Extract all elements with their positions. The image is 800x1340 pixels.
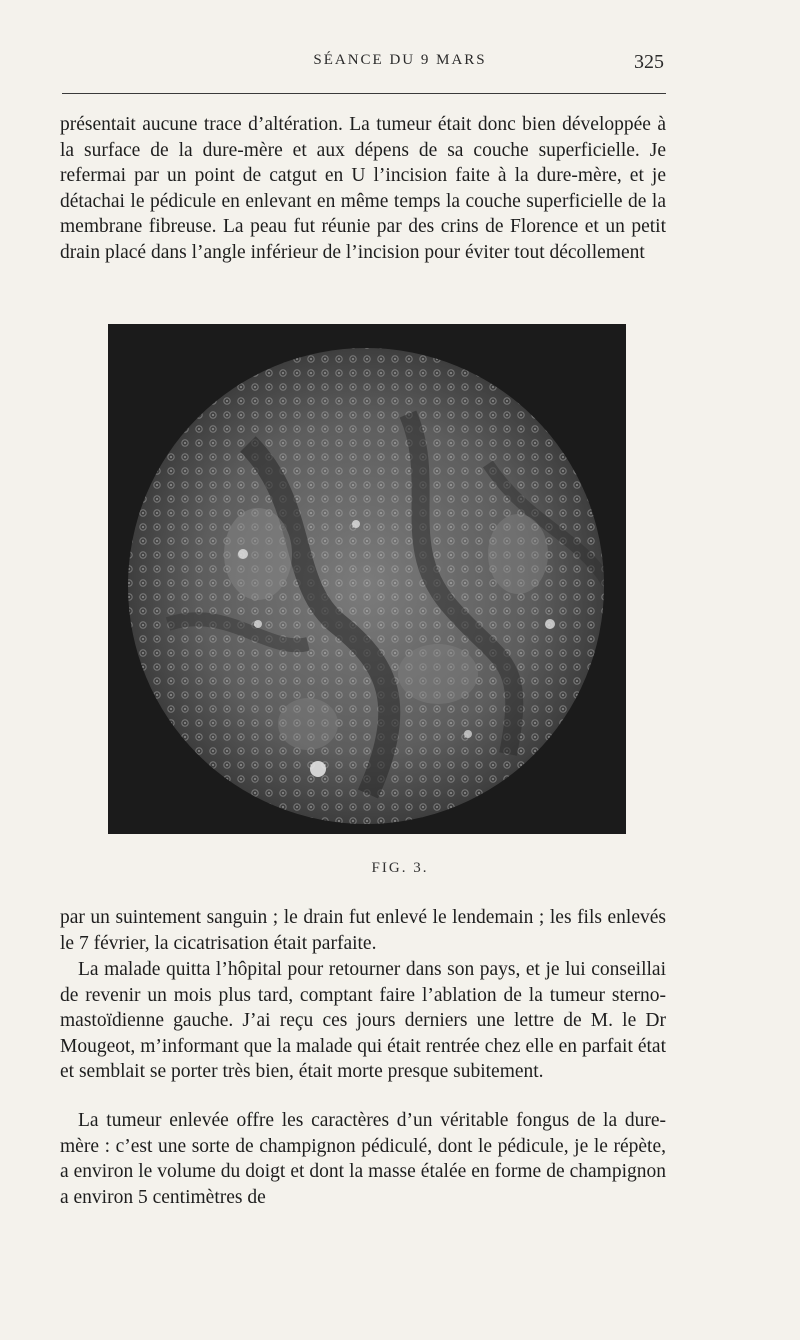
- page-number: 325: [634, 51, 664, 73]
- micrograph-image: [108, 324, 626, 834]
- micrograph-figure: [108, 324, 626, 834]
- running-title: SÉANCE DU 9 MARS: [313, 52, 487, 68]
- header-rule: [62, 93, 666, 94]
- paragraph-1: présentait aucune trace d’altération. La tumeur était donc bien développée à la surface de la dure-mère et aux dépens de sa couche superficielle. Je refermai par un point de catgut en U l’incision faite à la dure-mère, et je détachai le pédicule en enlevant en même temps la couche superficielle de la membrane fibreuse. La peau fut réunie par des crins de Florence et un petit drain placé dans l’angle inférieur de l’incision pour éviter tout décollement: [60, 114, 666, 263]
- paragraph-3: La malade quitta l’hôpital pour retourner dans son pays, et je lui conseillai de revenir un mois plus tard, comptant faire l’ablation de la tumeur sterno-mastoïdienne gauche. J’ai reçu ces jours derniers une lettre de M. le Dr Mougeot, m’informant que la malade qui était rentrée chez elle en parfait état et semblait se porter très bien, était morte presque subitement.: [60, 959, 666, 1083]
- figure-caption: FIG. 3.: [371, 860, 429, 876]
- paragraph-2: par un suintement sanguin ; le drain fut enlevé le lendemain ; les fils enlevés le 7 février, la cicatrisation était parfaite.: [60, 907, 666, 954]
- paragraph-4: La tumeur enlevée offre les caractères d’un véritable fongus de la dure-mère : c’est une sorte de champignon pédiculé, dont le pédicule, je le répète, a environ le volume du doigt et dont la masse étalée en forme de champignon a environ 5 centimètres de: [60, 1110, 666, 1208]
- running-head: [0, 52, 800, 76]
